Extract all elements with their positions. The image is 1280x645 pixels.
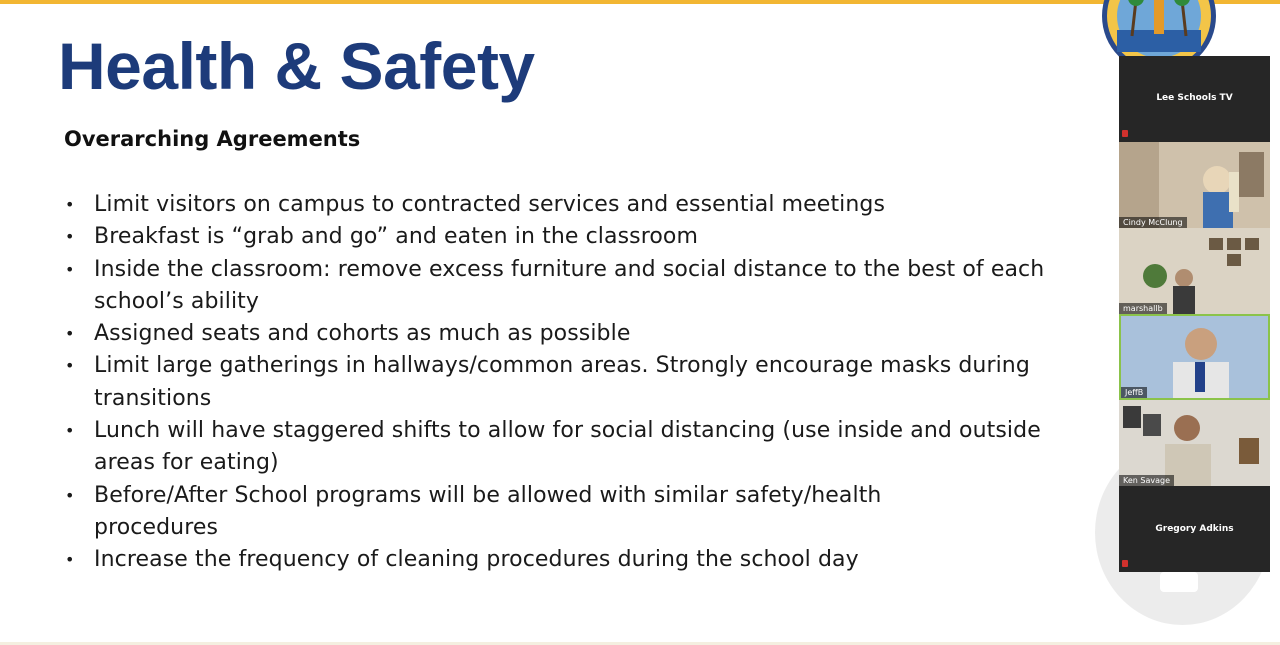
video-tile[interactable] <box>1119 400 1270 486</box>
video-tile[interactable] <box>1119 486 1270 572</box>
bullet-text: Before/After School programs will be allowed with similar safety/health <box>94 482 882 508</box>
bullet-dot-icon: • <box>65 227 75 247</box>
participant-name: Cindy McClung <box>1119 217 1187 228</box>
participant-name: Lee Schools TV <box>1156 93 1233 103</box>
video-gallery <box>1119 56 1270 572</box>
video-tile[interactable] <box>1119 142 1270 228</box>
bullet-text: school’s ability <box>94 288 260 314</box>
bullet-text: Limit large gatherings in hallways/common areas. Strongly encourage masks during <box>94 353 1030 379</box>
overlay-shape <box>1160 572 1198 592</box>
bullet-dot-icon: • <box>65 195 75 214</box>
bullet-text: transitions <box>94 385 212 411</box>
bullet-dot-icon: • <box>65 550 75 570</box>
bullet-item <box>62 318 1112 350</box>
participant-video <box>1121 316 1268 398</box>
video-tile-active-speaker[interactable] <box>1119 314 1270 400</box>
participant-video <box>1119 228 1270 314</box>
video-tile[interactable] <box>1119 228 1270 314</box>
bullet-item <box>62 415 1112 480</box>
participant-name: Gregory Adkins <box>1155 524 1234 534</box>
bullet-dot-icon: • <box>65 421 75 441</box>
bullet-item <box>62 221 1112 253</box>
bullet-item <box>62 480 1112 545</box>
bullet-text: areas for eating) <box>94 450 279 476</box>
bullet-item <box>62 189 1112 221</box>
bullet-dot-icon: • <box>65 324 75 344</box>
muted-mic-icon <box>1122 560 1128 567</box>
bullet-text: procedures <box>94 514 219 540</box>
participant-name: marshallb <box>1119 303 1167 314</box>
slide-subtitle: Overarching Agreements <box>64 127 361 151</box>
accent-stripe <box>0 0 1280 4</box>
participant-video <box>1119 400 1270 486</box>
participant-name: Ken Savage <box>1119 475 1174 486</box>
participant-name: JeffB <box>1121 387 1147 398</box>
bullet-text: Increase the frequency of cleaning procedures during the school day <box>94 547 859 573</box>
participant-video <box>1119 142 1270 228</box>
bullet-item <box>62 350 1112 415</box>
bullet-text: Inside the classroom: remove excess furniture and social distance to the best of each <box>94 256 1045 282</box>
bullet-dot-icon: • <box>65 356 75 376</box>
bullet-item <box>62 544 1112 576</box>
slide-title: Health & Safety <box>58 29 535 103</box>
bullet-text: Breakfast is “grab and go” and eaten in the classroom <box>94 224 699 250</box>
bullet-item <box>62 254 1112 319</box>
bullet-dot-icon: • <box>65 259 75 279</box>
video-tile[interactable] <box>1119 56 1270 142</box>
bullet-text: Lunch will have staggered shifts to allow for social distancing (use inside and outside <box>94 418 1041 444</box>
bullet-dot-icon: • <box>65 485 75 505</box>
muted-mic-icon <box>1122 130 1128 137</box>
bullet-list <box>62 189 1112 577</box>
bullet-text: Assigned seats and cohorts as much as possible <box>94 321 631 347</box>
bullet-text: Limit visitors on campus to contracted services and essential meetings <box>94 192 886 217</box>
